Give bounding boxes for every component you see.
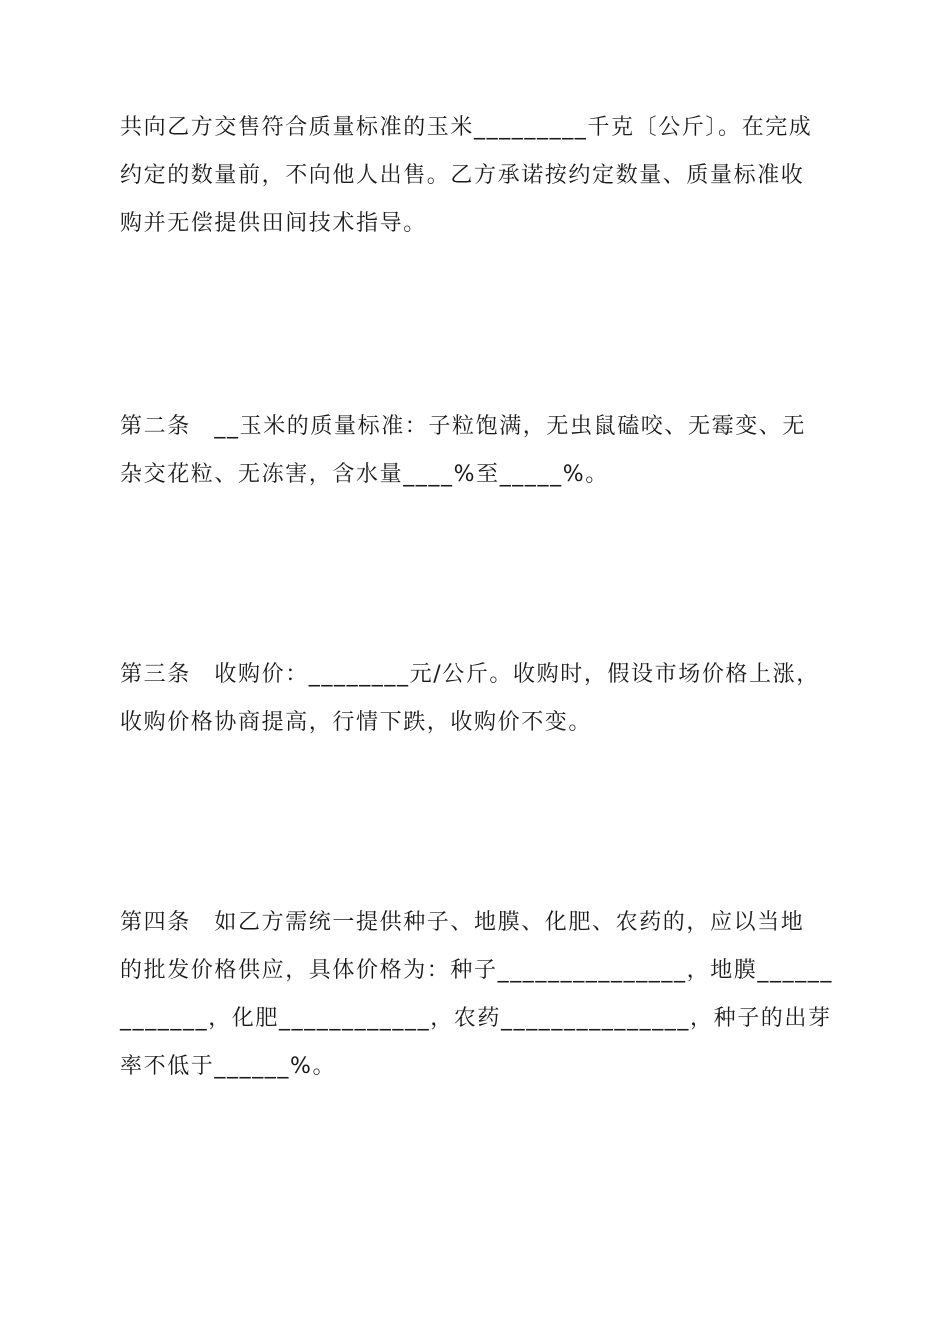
text-line: 收购价格协商提高，行情下跌，收购价不变。 <box>120 710 593 735</box>
text-line: 杂交花粒、无冻害，含水量____%至_____%。 <box>120 462 609 487</box>
text-line: 约定的数量前，不向他人出售。乙方承诺按约定数量、质量标准收 <box>120 163 805 188</box>
text-line: 第二条 __玉米的质量标准：子粒饱满，无虫鼠磕咬、无霉变、无 <box>120 414 807 439</box>
paragraph-article-3-price <box>120 651 832 747</box>
text-line: 购并无偿提供田间技术指导。 <box>120 211 427 236</box>
paragraph-article-2-quality <box>120 403 832 499</box>
text-line: 共向乙方交售符合质量标准的玉米_________千克〔公斤〕。在完成 <box>120 115 813 140</box>
paragraph-article-4-supplies <box>120 899 832 1091</box>
text-line: 率不低于______%。 <box>120 1054 337 1079</box>
paragraph-quantity-commitment <box>120 104 832 248</box>
text-line: 第四条 如乙方需统一提供种子、地膜、化肥、农药的，应以当地 <box>120 910 805 935</box>
text-line: _______，化肥____________，农药_______________，种子的出芽 <box>120 1006 832 1031</box>
text-line: 第三条 收购价：________元/公斤。收购时，假设市场价格上涨， <box>120 662 820 687</box>
text-line: 的批发价格供应，具体价格为：种子_______________，地膜______ <box>120 958 834 983</box>
